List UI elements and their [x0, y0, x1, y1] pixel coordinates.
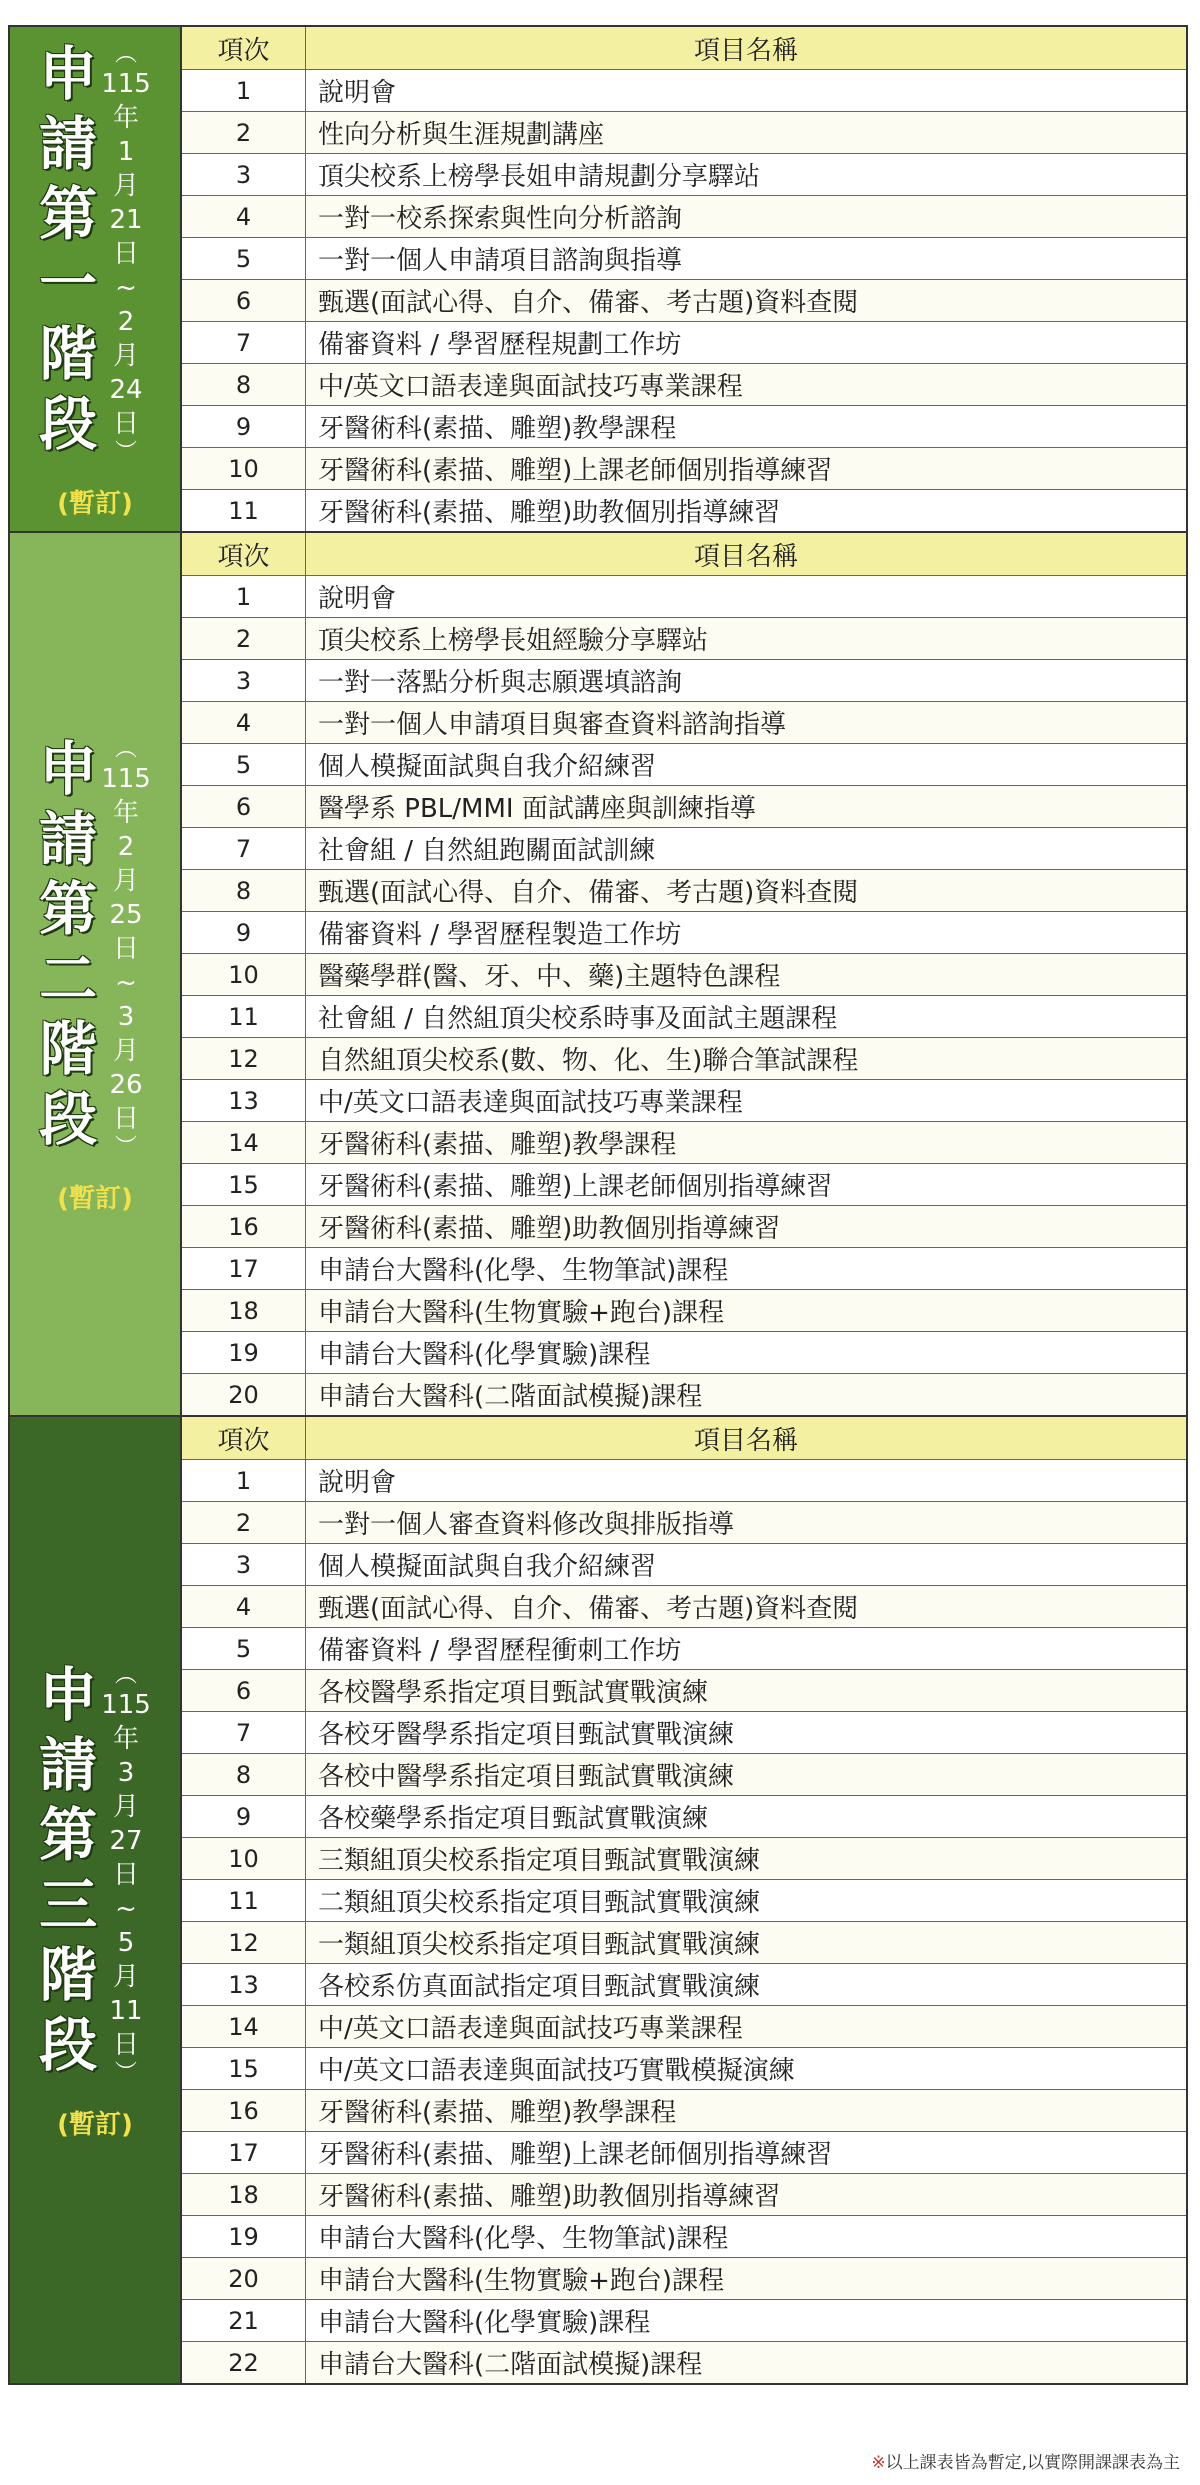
stage-section [10, 1417, 1186, 2385]
item-number: 20 [182, 2258, 306, 2299]
stage-title-char: 第 [39, 874, 98, 943]
item-name: 一類組頂尖校系指定項目甄試實戰演練 [306, 1922, 1186, 1963]
footnote-mark: ※ [871, 2453, 886, 2473]
item-number: 12 [182, 1922, 306, 1963]
stage-date-char: 日 [113, 1859, 140, 1890]
table-row [182, 2215, 1186, 2257]
stage-date-char: 日 [113, 2029, 140, 2060]
item-number: 16 [182, 2090, 306, 2131]
table-row [182, 1079, 1186, 1121]
item-name: 甄選(面試心得、自介、備審、考古題)資料查閱 [306, 280, 1186, 321]
item-name: 牙醫術科(素描、雕塑)上課老師個別指導練習 [306, 448, 1186, 489]
item-name: 甄選(面試心得、自介、備審、考古題)資料查閱 [306, 1586, 1186, 1627]
table-header [182, 1417, 1186, 1459]
item-name: 自然組頂尖校系(數、物、化、生)聯合筆試課程 [306, 1038, 1186, 1079]
stage-date-char: ~ [115, 272, 137, 303]
item-name: 一對一個人申請項目諮詢與指導 [318, 246, 683, 276]
stage-date-char: 1 [117, 136, 135, 167]
stage-title-char: 三 [39, 1870, 98, 1939]
item-number: 10 [182, 954, 306, 995]
item-name: 申請台大醫科(化學、生物筆試)課程 [318, 2224, 729, 2254]
stage-title-char: 段 [39, 2010, 98, 2079]
schedule-table [8, 25, 1188, 2385]
table-row [182, 1373, 1186, 1415]
stage-date-char: ~ [115, 967, 137, 998]
item-number: 8 [182, 364, 306, 405]
item-number: 6 [182, 280, 306, 321]
item-number: 1 [182, 1460, 306, 1501]
stage-date-char: 日 [113, 1103, 140, 1134]
item-name: 牙醫術科(素描、雕塑)教學課程 [306, 1122, 1186, 1163]
table-row [182, 1331, 1186, 1373]
item-number: 7 [182, 1712, 306, 1753]
stage-rows [182, 533, 1186, 1415]
stage-rows [182, 27, 1186, 531]
stage-date-char: 26 [109, 1069, 143, 1100]
item-name: 中/英文口語表達與面試技巧實戰模擬演練 [318, 2056, 795, 2086]
table-row [182, 953, 1186, 995]
item-number: 11 [182, 1880, 306, 1921]
item-number: 18 [182, 2174, 306, 2215]
table-row [182, 279, 1186, 321]
item-number: 5 [182, 238, 306, 279]
tentative-label: (暫訂) [57, 488, 133, 519]
stage-title-char: 二 [39, 944, 98, 1013]
paren-open: ︵ [115, 41, 138, 67]
table-row [182, 1879, 1186, 1921]
item-number: 19 [182, 1332, 306, 1373]
stage-date-char: 月 [113, 1035, 140, 1066]
item-name: 備審資料 / 學習歷程衝刺工作坊 [318, 1636, 682, 1666]
item-number: 8 [182, 870, 306, 911]
table-row [182, 617, 1186, 659]
item-name: 中/英文口語表達與面試技巧專業課程 [306, 2006, 1186, 2047]
item-number: 13 [182, 1080, 306, 1121]
item-number: 17 [182, 1248, 306, 1289]
stage-date-char: 年 [113, 797, 140, 828]
stage-section [10, 533, 1186, 1417]
item-number: 1 [182, 70, 306, 111]
table-row [182, 2341, 1186, 2383]
item-name: 頂尖校系上榜學長姐申請規劃分享驛站 [318, 162, 761, 192]
table-row [182, 1543, 1186, 1585]
stage-title-char: 階 [39, 1014, 98, 1083]
item-name: 牙醫術科(素描、雕塑)教學課程 [318, 414, 677, 444]
tentative-label: (暫訂) [57, 2109, 133, 2140]
item-name: 各校牙醫學系指定項目甄試實戰演練 [318, 1720, 735, 1750]
item-number: 2 [182, 112, 306, 153]
item-name: 各校藥學系指定項目甄試實戰演練 [318, 1804, 709, 1834]
item-name: 一對一個人申請項目與審查資料諮詢指導 [306, 702, 1186, 743]
stage-date-char: 115 [101, 1689, 151, 1720]
table-row [182, 2299, 1186, 2341]
item-name: 申請台大醫科(生物實驗+跑台)課程 [306, 2258, 1186, 2299]
stage-date-char: 115 [101, 68, 151, 99]
header-num: 項次 [182, 27, 306, 69]
stage-title [39, 1660, 97, 2080]
item-name: 頂尖校系上榜學長姐經驗分享驛站 [306, 618, 1186, 659]
item-name: 中/英文口語表達與面試技巧專業課程 [306, 364, 1186, 405]
table-header [182, 533, 1186, 575]
item-number: 14 [182, 1122, 306, 1163]
header-name: 項目名稱 [306, 533, 1186, 575]
item-name: 牙醫術科(素描、雕塑)助教個別指導練習 [318, 498, 781, 528]
stage-date [101, 738, 151, 1160]
table-row [182, 2047, 1186, 2089]
item-name: 牙醫術科(素描、雕塑)上課老師個別指導練習 [318, 2140, 833, 2170]
footnote-text: 以上課表皆為暫定,以實際開課課表為主 [885, 2453, 1180, 2473]
item-name: 說明會 [318, 584, 397, 614]
table-row [182, 785, 1186, 827]
item-number: 3 [182, 660, 306, 701]
item-name: 牙醫術科(素描、雕塑)上課老師個別指導練習 [318, 1172, 833, 1202]
item-number: 5 [182, 744, 306, 785]
table-row [182, 2005, 1186, 2047]
item-name: 甄選(面試心得、自介、備審、考古題)資料查閱 [306, 870, 1186, 911]
stage-title-char: 申 [39, 1660, 98, 1729]
table-row [182, 1585, 1186, 1627]
header-name: 項目名稱 [306, 1417, 1186, 1459]
table-row [182, 2131, 1186, 2173]
stage-date-char: 27 [109, 1825, 143, 1856]
table-row [182, 1459, 1186, 1501]
table-row [182, 153, 1186, 195]
stage-date-char: 月 [113, 1791, 140, 1822]
item-number: 11 [182, 996, 306, 1037]
table-row [182, 321, 1186, 363]
item-number: 3 [182, 1544, 306, 1585]
item-number: 9 [182, 912, 306, 953]
item-name: 個人模擬面試與自我介紹練習 [318, 1552, 657, 1582]
table-row [182, 701, 1186, 743]
stage-label [10, 1417, 182, 2383]
item-number: 22 [182, 2342, 306, 2383]
table-row [182, 1837, 1186, 1879]
item-name: 申請台大醫科(化學實驗)課程 [318, 1340, 651, 1370]
table-row [182, 447, 1186, 489]
header-num: 項次 [182, 533, 306, 575]
table-row [182, 1795, 1186, 1837]
item-number: 9 [182, 1796, 306, 1837]
item-name: 申請台大醫科(二階面試模擬)課程 [306, 2342, 1186, 2383]
table-row [182, 489, 1186, 531]
item-number: 2 [182, 618, 306, 659]
item-name: 申請台大醫科(化學、生物筆試)課程 [318, 1256, 729, 1286]
paren-close: ︶ [115, 1134, 138, 1160]
item-number: 15 [182, 1164, 306, 1205]
stage-title-char: 一 [39, 249, 98, 318]
stage-date-char: 2 [117, 831, 135, 862]
header-num: 項次 [182, 1417, 306, 1459]
item-number: 11 [182, 490, 306, 531]
stage-title-char: 階 [39, 1940, 98, 2009]
stage-date-char: 年 [113, 102, 140, 133]
table-row [182, 237, 1186, 279]
stage-date [101, 1664, 151, 2086]
item-name: 牙醫術科(素描、雕塑)助教個別指導練習 [306, 2174, 1186, 2215]
item-name: 個人模擬面試與自我介紹練習 [318, 752, 657, 782]
item-number: 1 [182, 576, 306, 617]
item-number: 10 [182, 1838, 306, 1879]
table-row [182, 1247, 1186, 1289]
table-row [182, 869, 1186, 911]
stage-date-char: 24 [109, 374, 143, 405]
stage-date-char: 月 [113, 340, 140, 371]
stage-date-char: 日 [113, 238, 140, 269]
item-name: 社會組 / 自然組跑關面試訓練 [318, 836, 656, 866]
item-name: 各校系仿真面試指定項目甄試實戰演練 [318, 1972, 761, 2002]
stage-title [39, 734, 97, 1154]
item-name: 說明會 [318, 78, 397, 108]
stage-title-char: 段 [39, 389, 98, 458]
stage-title-char: 階 [39, 319, 98, 388]
item-name: 各校中醫學系指定項目甄試實戰演練 [306, 1754, 1186, 1795]
stage-title-char: 段 [39, 1084, 98, 1153]
item-number: 21 [182, 2300, 306, 2341]
item-number: 20 [182, 1374, 306, 1415]
paren-close: ︶ [115, 439, 138, 465]
item-name: 一對一個人審查資料修改與排版指導 [306, 1502, 1186, 1543]
item-number: 14 [182, 2006, 306, 2047]
item-name: 醫藥學群(醫、牙、中、藥)主題特色課程 [306, 954, 1186, 995]
table-row [182, 1711, 1186, 1753]
paren-close: ︶ [115, 2060, 138, 2086]
item-name: 一對一校系探索與性向分析諮詢 [306, 196, 1186, 237]
item-number: 9 [182, 406, 306, 447]
table-row [182, 827, 1186, 869]
stage-title-char: 第 [39, 179, 98, 248]
item-number: 19 [182, 2216, 306, 2257]
item-number: 6 [182, 1670, 306, 1711]
table-row [182, 2173, 1186, 2215]
item-name: 牙醫術科(素描、雕塑)教學課程 [306, 2090, 1186, 2131]
stage-date-char: 5 [117, 1927, 135, 1958]
item-number: 5 [182, 1628, 306, 1669]
table-row [182, 575, 1186, 617]
table-row [182, 911, 1186, 953]
stage-date-char: 日 [113, 408, 140, 439]
table-row [182, 743, 1186, 785]
stage-date-char: 2 [117, 306, 135, 337]
table-row [182, 1753, 1186, 1795]
item-name: 二類組頂尖校系指定項目甄試實戰演練 [318, 1888, 761, 1918]
item-name: 醫學系 PBL/MMI 面試講座與訓練指導 [306, 786, 1186, 827]
item-number: 18 [182, 1290, 306, 1331]
table-header [182, 27, 1186, 69]
stage-date-char: 11 [109, 1995, 143, 2026]
item-number: 17 [182, 2132, 306, 2173]
table-row [182, 1121, 1186, 1163]
table-row [182, 1501, 1186, 1543]
stage-date-char: 年 [113, 1723, 140, 1754]
item-name: 申請台大醫科(化學實驗)課程 [318, 2308, 651, 2338]
stage-date-char: 月 [113, 865, 140, 896]
item-name: 性向分析與生涯規劃講座 [306, 112, 1186, 153]
item-number: 3 [182, 154, 306, 195]
stage-title-char: 申 [39, 734, 98, 803]
item-number: 2 [182, 1502, 306, 1543]
item-name: 備審資料 / 學習歷程製造工作坊 [318, 920, 682, 950]
stage-date-char: 3 [117, 1757, 135, 1788]
item-name: 牙醫術科(素描、雕塑)助教個別指導練習 [306, 1206, 1186, 1247]
table-row [182, 195, 1186, 237]
stage-title-char: 第 [39, 1800, 98, 1869]
table-row [182, 1627, 1186, 1669]
tentative-label: (暫訂) [57, 1183, 133, 1214]
stage-date-char: 月 [113, 170, 140, 201]
item-number: 4 [182, 196, 306, 237]
stage-date-char: 25 [109, 899, 143, 930]
item-number: 7 [182, 322, 306, 363]
stage-label [10, 533, 182, 1415]
stage-date-char: ~ [115, 1893, 137, 1924]
table-row [182, 2257, 1186, 2299]
item-name: 中/英文口語表達與面試技巧專業課程 [318, 1088, 743, 1118]
item-number: 6 [182, 786, 306, 827]
table-row [182, 1037, 1186, 1079]
table-row [182, 1205, 1186, 1247]
item-number: 4 [182, 702, 306, 743]
stage-section [10, 27, 1186, 533]
item-number: 16 [182, 1206, 306, 1247]
table-row [182, 111, 1186, 153]
table-row [182, 363, 1186, 405]
stage-label [10, 27, 182, 531]
table-row [182, 995, 1186, 1037]
item-number: 8 [182, 1754, 306, 1795]
item-number: 13 [182, 1964, 306, 2005]
stage-title [39, 39, 97, 459]
table-row [182, 1921, 1186, 1963]
stage-title-char: 申 [39, 39, 98, 108]
stage-title-char: 請 [39, 804, 98, 873]
table-row [182, 1963, 1186, 2005]
table-row [182, 1669, 1186, 1711]
table-row [182, 1289, 1186, 1331]
table-row [182, 69, 1186, 111]
stage-date-char: 3 [117, 1001, 135, 1032]
table-row [182, 2089, 1186, 2131]
item-name: 備審資料 / 學習歷程規劃工作坊 [318, 330, 682, 360]
stage-title-char: 請 [39, 1730, 98, 1799]
item-name: 三類組頂尖校系指定項目甄試實戰演練 [306, 1838, 1186, 1879]
stage-date-char: 21 [109, 204, 143, 235]
stage-date-char: 115 [101, 763, 151, 794]
stage-date-char: 月 [113, 1961, 140, 1992]
item-name: 各校醫學系指定項目甄試實戰演練 [306, 1670, 1186, 1711]
stage-date [101, 43, 151, 465]
stage-title-char: 請 [39, 109, 98, 178]
footnote [871, 2448, 1180, 2473]
stage-rows [182, 1417, 1186, 2383]
table-row [182, 405, 1186, 447]
item-number: 10 [182, 448, 306, 489]
table-row [182, 1163, 1186, 1205]
paren-open: ︵ [115, 1662, 138, 1688]
stage-date-char: 日 [113, 933, 140, 964]
item-name: 社會組 / 自然組頂尖校系時事及面試主題課程 [318, 1004, 838, 1034]
paren-open: ︵ [115, 736, 138, 762]
header-name: 項目名稱 [306, 27, 1186, 69]
item-name: 一對一落點分析與志願選填諮詢 [318, 668, 683, 698]
item-number: 4 [182, 1586, 306, 1627]
item-number: 7 [182, 828, 306, 869]
table-row [182, 659, 1186, 701]
item-number: 12 [182, 1038, 306, 1079]
item-name: 申請台大醫科(生物實驗+跑台)課程 [306, 1290, 1186, 1331]
item-number: 15 [182, 2048, 306, 2089]
item-name: 說明會 [318, 1468, 397, 1498]
item-name: 申請台大醫科(二階面試模擬)課程 [306, 1374, 1186, 1415]
